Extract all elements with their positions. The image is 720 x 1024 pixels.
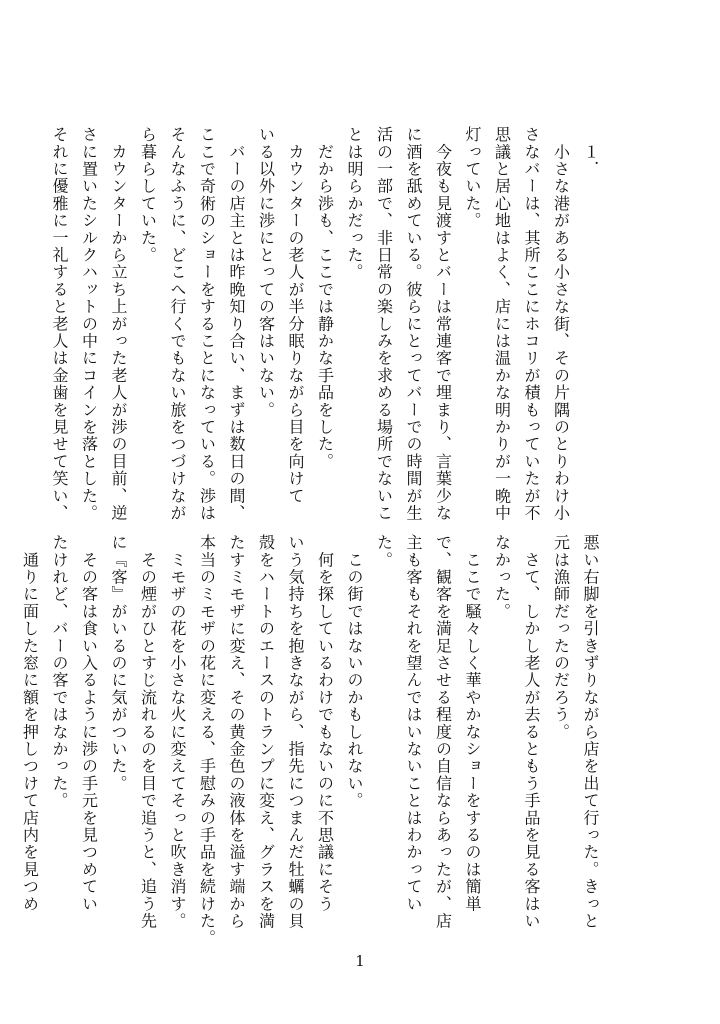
text-line: それに優雅に一礼すると老人は金歯を見せて笑い、 [50, 126, 69, 522]
text-line: で、観客を満足させる程度の自信ならあったが、店 [433, 534, 453, 930]
text-line: 灯っていた。 [463, 126, 482, 230]
text-line: 殻をハートのエースのトランプに変え、グラスを満 [256, 534, 276, 930]
text-line: 元は漁師だったのだろう。 [551, 534, 571, 741]
text-line: 主も客もそれを望んではいないことはわかってい [404, 534, 423, 913]
text-line: ここで騒々しく華やかなショーをするのは簡単 [463, 534, 482, 913]
upper-text-block [45, 126, 606, 522]
text-line: カウンターから立ち上がった老人が渉の目前、逆 [109, 126, 128, 522]
text-line: そんなふうに、どこへ行くでもない旅をつづけなが [168, 126, 187, 522]
text-line: カウンターの老人が半分眠りながら目を向けて [286, 126, 305, 505]
text-line: バーの店主とは昨晩知り合い、まずは数日の間、 [227, 126, 246, 522]
text-line: に酒を舐めている。彼らにとってバーでの時間が生 [404, 126, 423, 522]
text-line: 悪い右脚を引きずりながら店を出て行った。きっと [581, 534, 600, 930]
text-line: 何を探しているわけでもないのに不思議にそう [315, 534, 335, 913]
text-line: 今夜も見渡すとバーは常連客で埋まり、言葉少な [433, 126, 453, 522]
text-line: この街ではないのかもしれない。 [345, 534, 364, 810]
text-line: 小さな港がある小さな街、その片隅のとりわけ小 [551, 126, 571, 522]
text-line: さて、しかし老人が去るともう手品を見る客はい [522, 534, 541, 930]
text-line: だから渉も、ここでは静かな手品をした。 [315, 126, 335, 470]
text-line: いる以外に渉にとっての客はいない。 [256, 126, 276, 419]
text-line: た。 [374, 534, 394, 569]
text-line: その煙がひとすじ流れるのを目で追うと、追う先 [138, 534, 158, 930]
text-line: に『客』がいるのに気がついた。 [109, 534, 128, 792]
text-line: １． [581, 126, 600, 178]
text-line: さに置いたシルクハットの中にコインを落とした。 [79, 126, 99, 522]
text-line: なかった。 [492, 534, 512, 620]
text-line: いう気持ちを抱きながら、指先につまんだ牡蠣の貝 [286, 534, 305, 930]
text-line: 通りに面した窓に額を押しつけて店内を見つめ [20, 534, 40, 913]
text-line: ミモザの花を小さな火に変えてそっと吹き消す。 [168, 534, 187, 930]
text-line: 思議と居心地はよく、店には温かな明かりが一晩中 [492, 126, 512, 522]
page-number: 1 [355, 952, 365, 970]
text-line: 活の一部で、非日常の楽しみを求める場所でないこ [374, 126, 394, 522]
text-line: 本当のミモザの花に変える、手慰みの手品を続けた。 [197, 534, 217, 947]
lower-text-block [15, 534, 605, 947]
text-line: たすミモザに変え、その黄金色の液体を溢す端から [227, 534, 246, 930]
text-line: その客は食い入るように渉の手元を見つめてい [79, 534, 99, 913]
text-line: たけれど、バーの客ではなかった。 [50, 534, 69, 810]
text-line: ら暮らしていた。 [138, 126, 158, 264]
text-line: さなバーは、其所ここにホコリが積もっていたが不 [522, 126, 541, 522]
text-line: ここで奇術のショーをすることになっている。渉は [197, 126, 217, 522]
text-line: とは明らかだった。 [345, 126, 364, 281]
